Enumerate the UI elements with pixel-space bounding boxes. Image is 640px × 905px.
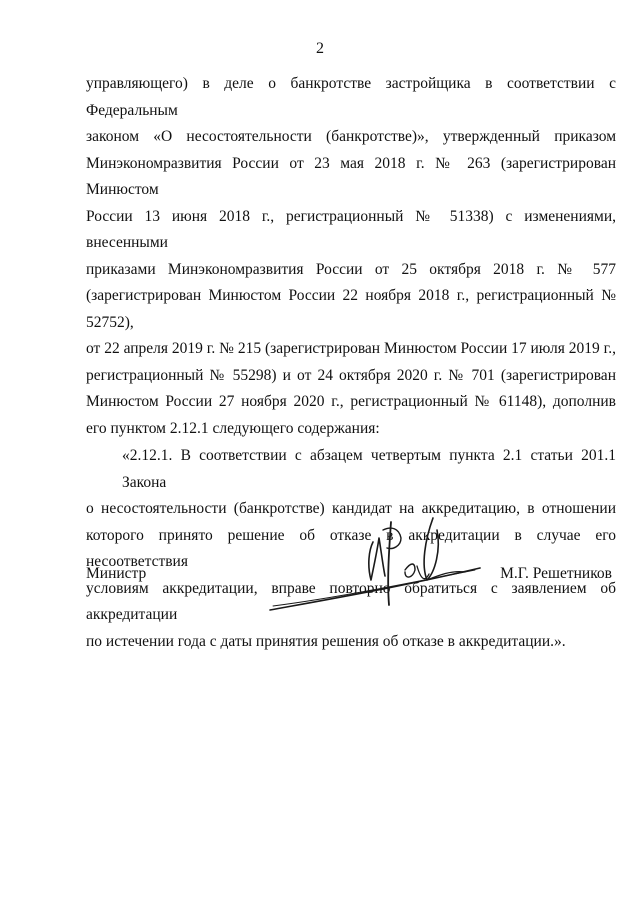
text-line: Минюстом России 27 ноября 2020 г., регистрационный № 61148), дополнив: [86, 393, 616, 410]
text-line: России 13 июня 2018 г., регистрационный № 51338) с изменениями, внесенными: [86, 207, 616, 251]
text-line: «2.12.1. В соответствии с абзацем четвертым пункта 2.1 статьи 201.1 Закона: [122, 447, 616, 491]
signatory-name: М.Г. Решетников: [500, 565, 612, 582]
text-line: о несостоятельности (банкротстве) кандидат на аккредитацию, в отношении: [86, 500, 616, 517]
signatory-title: Министр: [86, 565, 147, 582]
page-number: 2: [316, 40, 324, 57]
text-line: Минэкономразвития России от 23 мая 2018 г. № 263 (зарегистрирован Минюстом: [86, 154, 616, 198]
text-line: которого принято решение об отказе в аккредитации в случае его несоответствия: [86, 526, 616, 570]
text-line: его пунктом 2.12.1 следующего содержания:: [86, 419, 380, 437]
text-line: регистрационный № 55298) и от 24 октября 2020 г. № 701 (зарегистрирован: [86, 366, 616, 384]
text-line: от 22 апреля 2019 г. № 215 (зарегистрирован Минюстом России 17 июля 2019 г.,: [86, 340, 616, 357]
handwritten-signature: [265, 510, 495, 620]
text-line: (зарегистрирован Минюстом России 22 ноября 2018 г., регистрационный № 52752),: [86, 287, 616, 331]
text-line: приказами Минэкономразвития России от 25 октября 2018 г. № 577: [86, 260, 616, 278]
text-line: условиям аккредитации, вправе повторно обратиться с заявлением об аккредитации: [86, 579, 616, 623]
text-line: по истечении года с даты принятия решения об отказе в аккредитации.».: [86, 632, 566, 650]
text-line: законом «О несостоятельности (банкротстве)», утвержденный приказом: [86, 128, 616, 145]
text-line: управляющего) в деле о банкротстве застройщика в соответствии с Федеральным: [86, 75, 616, 119]
paragraph-main: [86, 71, 616, 442]
